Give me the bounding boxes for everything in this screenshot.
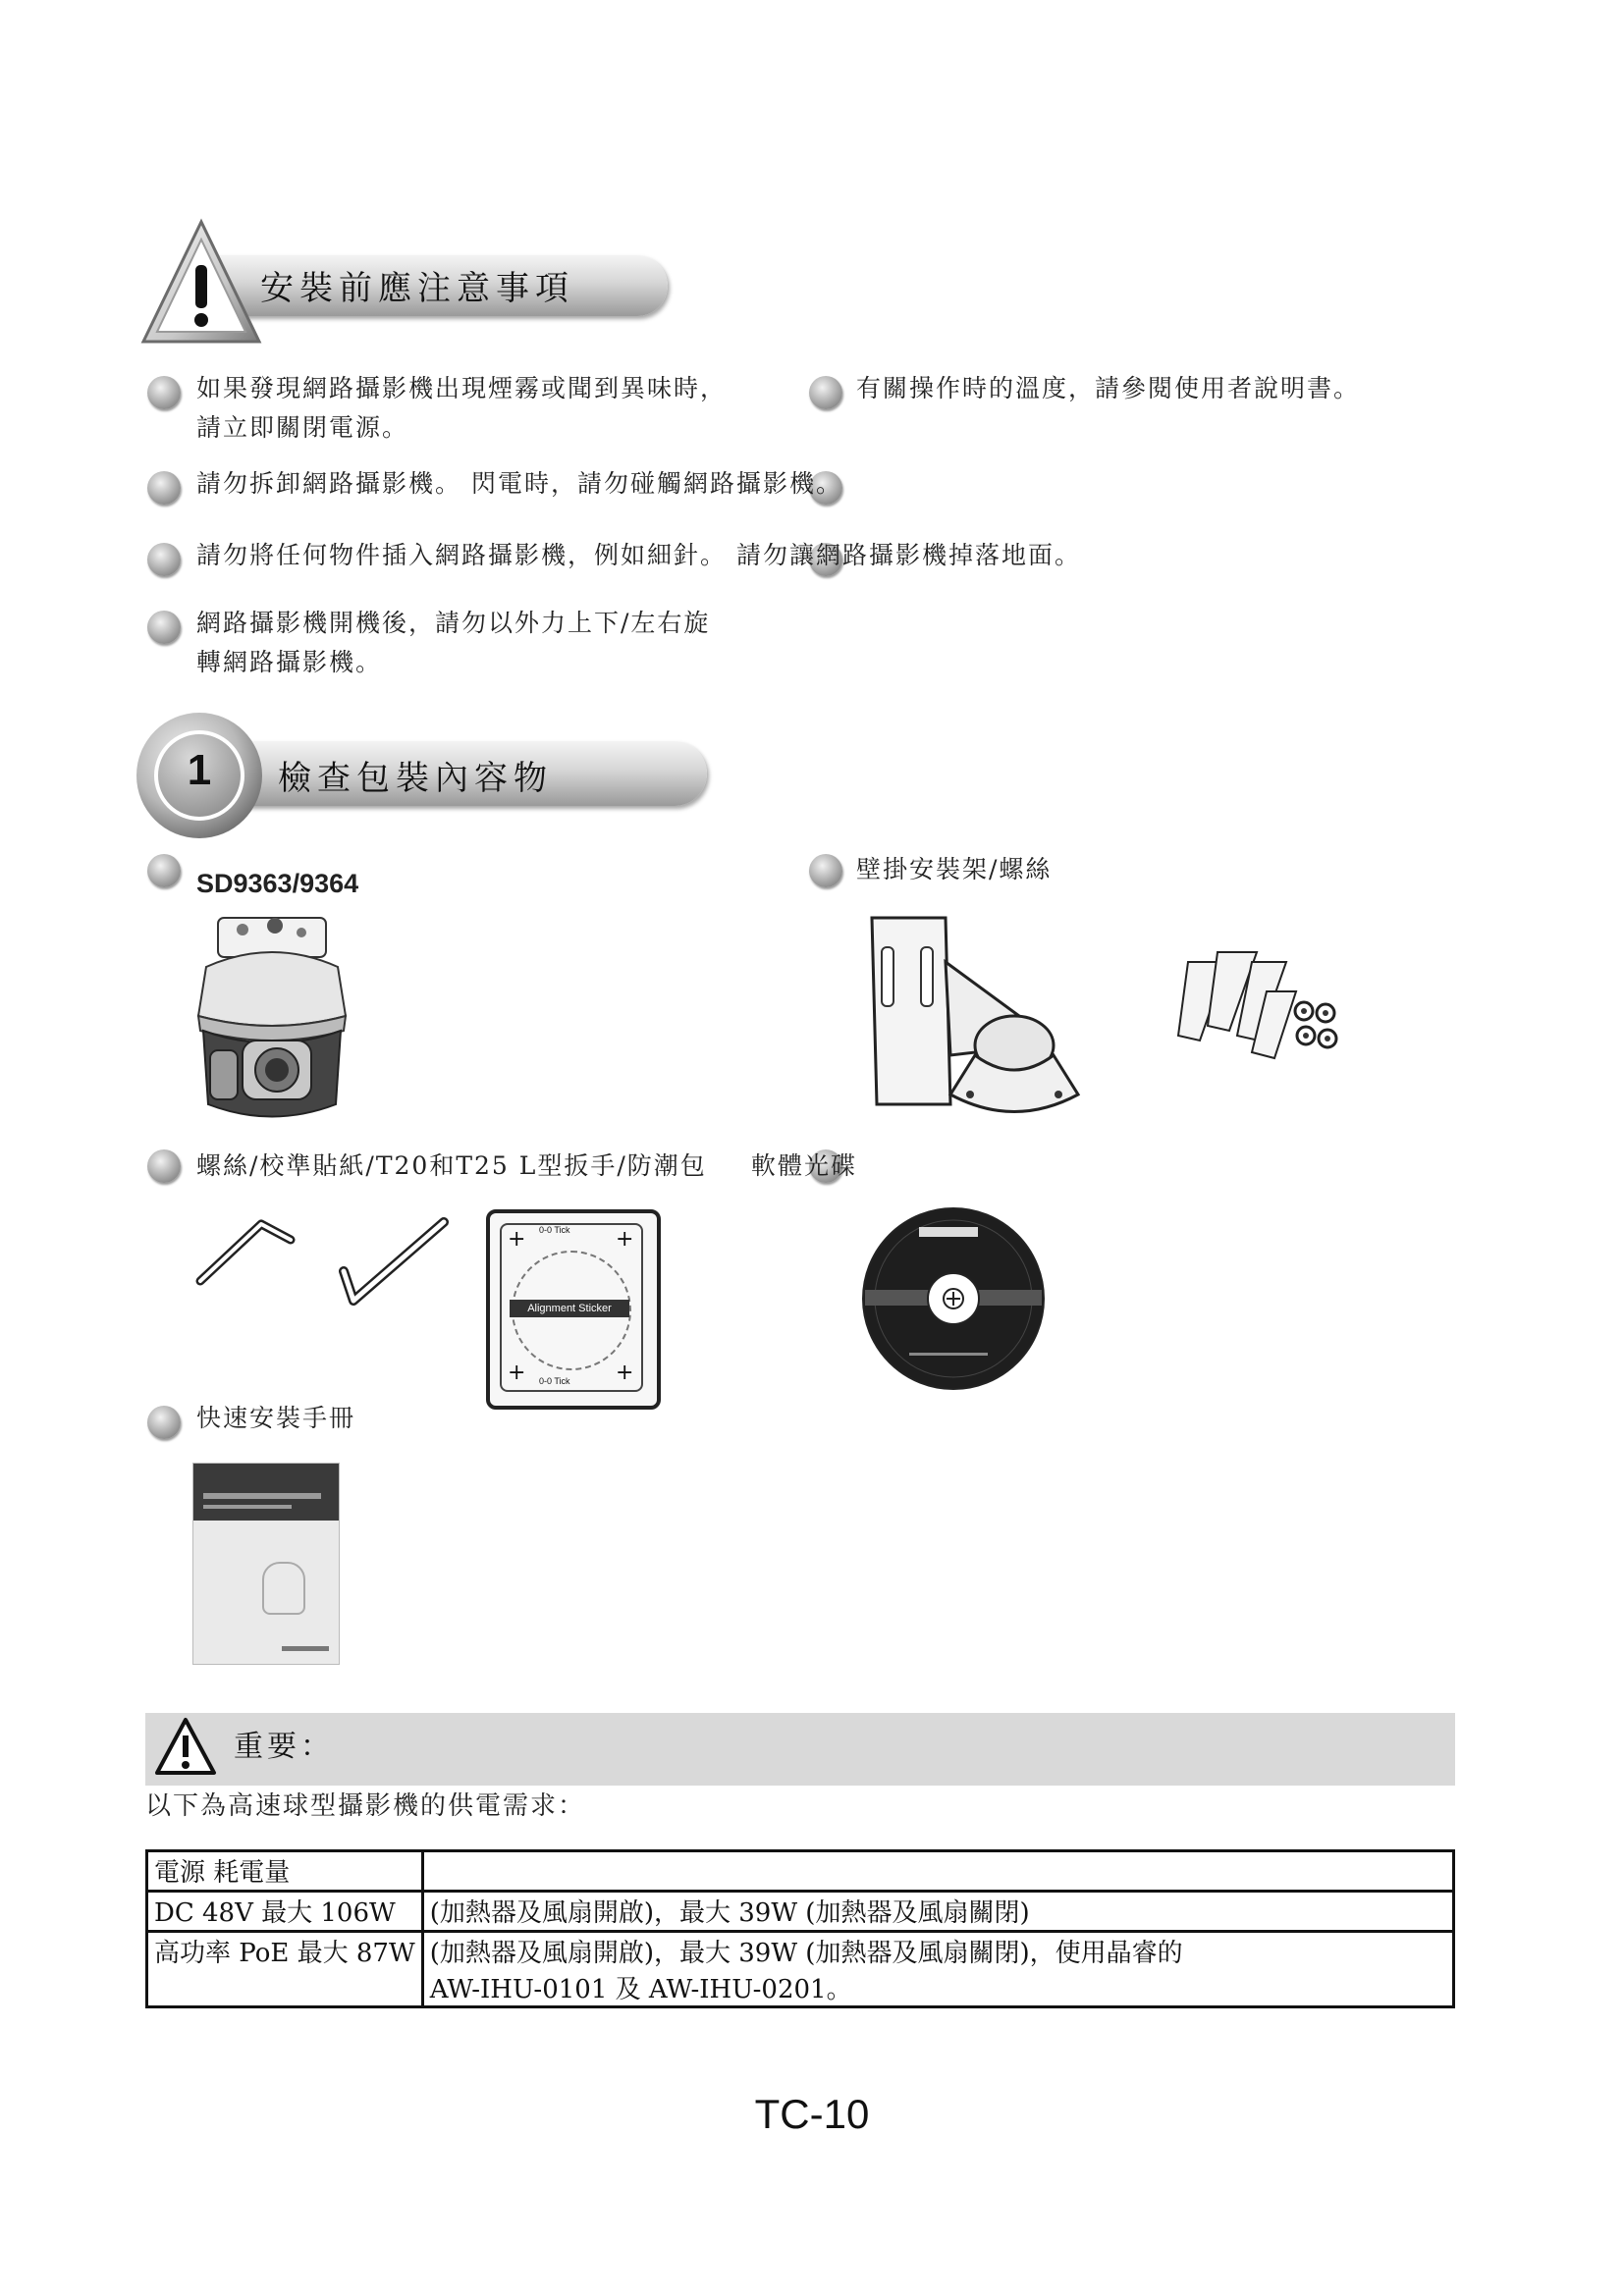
guide-camera-sketch <box>262 1562 305 1615</box>
table-cell: (加熱器及風扇開啟)，最大 39W (加熱器及風扇關閉) <box>422 1892 1453 1932</box>
crosshair-icon: + <box>508 1227 526 1252</box>
table-cell: DC 48V 最大 106W <box>147 1892 423 1932</box>
table-header-empty-cell <box>422 1851 1453 1892</box>
precaution-item-3: 請勿拆卸網路攝影機。 閃電時，請勿碰觸網路攝影機。 <box>196 469 842 498</box>
section1-title: 檢查包裝內容物 <box>278 759 553 798</box>
precaution-item-5: 網路攝影機開機後，請勿以外力上下/左右旋 轉網路攝影機。 <box>196 609 711 676</box>
warning-icon <box>139 218 263 347</box>
page-number: TC-10 <box>754 2091 870 2137</box>
bullet-icon <box>147 1149 181 1183</box>
sticker-tick-bottom: 0-0 Tick <box>539 1376 570 1386</box>
quick-installation-guide-image <box>192 1463 340 1665</box>
bullet-icon <box>147 611 181 644</box>
table-row <box>147 1932 1454 2007</box>
power-spec-table <box>145 1849 1455 2008</box>
package-item-bracket-label: 壁掛安裝架/螺絲 <box>856 855 1053 883</box>
bullet-icon <box>147 543 181 576</box>
power-requirements-intro: 以下為高速球型攝影機的供電需求： <box>145 1791 586 1821</box>
sticker-tick-top: 0-0 Tick <box>539 1225 570 1235</box>
important-notice-title: 重要： <box>234 1730 334 1764</box>
package-item-cd-label: 軟體光碟 <box>751 1151 858 1180</box>
guide-bar-2 <box>203 1505 292 1509</box>
table-cell: (加熱器及風扇開啟)，最大 39W (加熱器及風扇關閉)，使用晶睿的 AW-IHU-0101 及 AW-IHU-0201。 <box>422 1932 1453 2007</box>
sticker-label: Alignment Sticker <box>510 1300 629 1317</box>
package-item-accessories-label: 螺絲/校準貼紙/T20和T25 L型扳手/防潮包 <box>196 1151 707 1180</box>
section-number: 1 <box>187 746 212 794</box>
precautions-title: 安裝前應注意事項 <box>260 269 574 308</box>
wall-mount-bracket-image <box>852 908 1088 1144</box>
package-item-manual-label: 快速安裝手冊 <box>196 1404 356 1432</box>
bullet-icon <box>809 376 842 409</box>
guide-top-band <box>193 1464 339 1521</box>
package-item-camera-label: SD9363/9364 <box>196 869 359 898</box>
table-header-cell: 電源 耗電量 <box>147 1851 423 1892</box>
important-notice-bar <box>145 1713 1455 1786</box>
l-wrench-t20-image <box>192 1212 300 1291</box>
speed-dome-camera-image <box>189 908 355 1134</box>
precaution-item-4: 請勿將任何物件插入網路攝影機，例如細針。 請勿讓網路攝影機掉落地面。 <box>196 541 1081 569</box>
table-row <box>147 1851 1454 1892</box>
bullet-icon <box>147 471 181 505</box>
guide-bar-1 <box>203 1493 321 1499</box>
bullet-icon <box>147 376 181 409</box>
crosshair-icon: + <box>616 1361 634 1385</box>
alignment-sticker-image <box>486 1209 661 1410</box>
precaution-item-2: 有關操作時的溫度，請參閱使用者說明書。 <box>856 374 1361 402</box>
l-wrench-t25-image <box>324 1212 452 1310</box>
crosshair-icon: + <box>508 1361 526 1385</box>
bullet-icon <box>147 854 181 887</box>
caution-icon <box>153 1716 218 1777</box>
table-row <box>147 1892 1454 1932</box>
screws-washers-image <box>1159 942 1355 1070</box>
precaution-item-1: 如果發現網路攝影機出現煙霧或聞到異味時， 請立即關閉電源。 <box>196 374 728 442</box>
bullet-icon <box>809 854 842 887</box>
crosshair-icon: + <box>616 1227 634 1252</box>
software-cd-image <box>860 1205 1047 1392</box>
table-cell: 高功率 PoE 最大 87W <box>147 1932 423 2007</box>
bullet-icon <box>147 1406 181 1439</box>
guide-footer-bar <box>282 1646 329 1651</box>
